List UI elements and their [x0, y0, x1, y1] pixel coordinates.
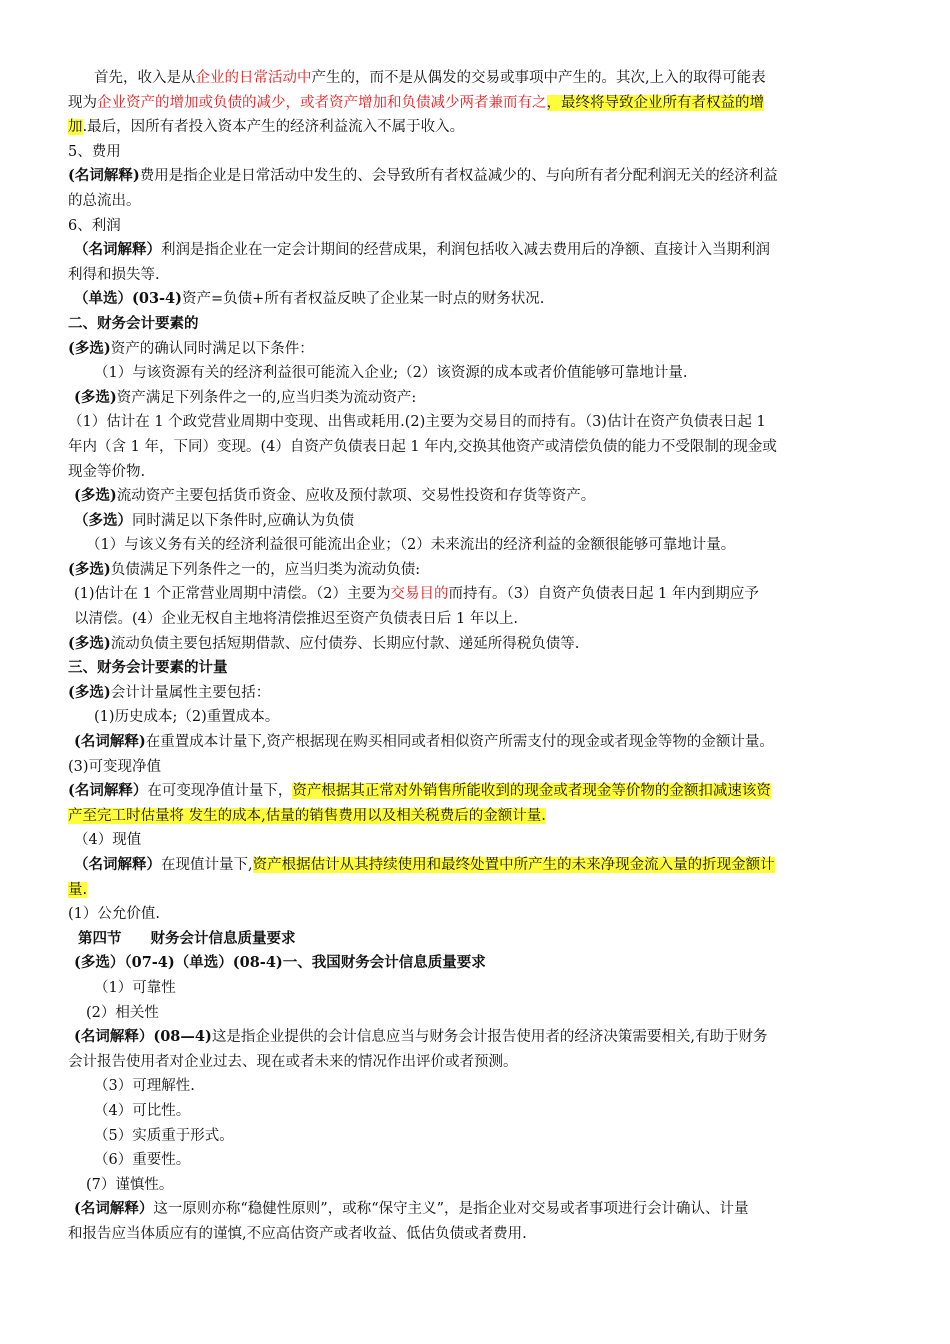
highlighted-text: 资产根据估计从其持续使用和最终处置中所产生的未来净现金流入量的折现金额计: [252, 857, 775, 873]
text-line: [68, 1124, 888, 1149]
text-segment: （6）重要性。: [94, 1152, 191, 1169]
label-term: (多选): [74, 388, 117, 406]
text-segment: 在可变现净值计量下，: [147, 783, 293, 800]
text-line: [68, 558, 888, 583]
label-term: (多选): [68, 683, 111, 701]
label-term: (多选): [74, 487, 117, 505]
label-term: (名词解释）: [74, 1200, 154, 1218]
highlighted-text: ，最终将导致企业所有者权益的增: [546, 94, 764, 111]
text-line: [68, 410, 888, 435]
text-segment: 产生的，而不是从偶发的交易或事项中产生的。其次,上入的取得可能表: [311, 70, 766, 86]
text-line: [68, 804, 888, 829]
text-line: [68, 164, 888, 189]
highlighted-text: 量.: [68, 881, 88, 898]
text-segment: 利得和损失等.: [68, 266, 160, 283]
text-segment: （5）实质重于形式。: [94, 1127, 234, 1144]
text-line: [68, 140, 888, 165]
text-segment: (1)历史成本;（2)重置成本。: [94, 709, 280, 726]
text-line: [68, 976, 888, 1001]
emphasis-text: 企业的日常活动中: [195, 70, 312, 86]
label-term: 第四节 财务会计信息质量要求: [78, 929, 296, 947]
label-term: (多选）（07-4)（单选）(08-4)一、我国财务会计信息质量要求: [74, 954, 486, 972]
text-segment: （1）估计在 1 个政党营业周期中变现、出售或耗用.(2)主要为交易目的而持有。（3)估计在资产负债表日起 1: [68, 414, 766, 431]
text-line: [68, 1222, 888, 1247]
text-line: [68, 607, 888, 632]
text-line: [68, 189, 888, 214]
text-segment: 在现值计量下,: [161, 857, 253, 873]
label-term: (名词解释): [68, 167, 140, 185]
highlighted-text: 资产根据其正常对外销售所能收到的现金或者现金等价物的金额扣减速该资: [292, 783, 771, 800]
highlighted-text: 产至完工时估量将 发生的成本,估量的销售费用以及相关税费后的金额计量.: [68, 807, 546, 824]
text-segment: 资产满足下列条件之一的,应当归类为流动资产:: [116, 389, 417, 406]
text-line: [68, 1001, 888, 1026]
text-line: [68, 582, 888, 607]
text-line: [68, 1074, 888, 1099]
text-segment: 年内（含 1 年，下同）变现。(4）自资产负债表日起 1 年内,交换其他资产或清偿负债的能力不受限制的现金或: [68, 438, 777, 455]
text-segment: 6、利润: [68, 217, 121, 234]
text-segment: .最后，因所有者投入资本产生的经济利益流入不属于收入。: [82, 119, 465, 136]
text-segment: 费用是指企业是日常活动中发生的、会导致所有者权益减少的、与向所有者分配利润无关的经济利益: [139, 168, 778, 185]
text-line: [68, 878, 888, 903]
text-line: [68, 312, 888, 337]
label-term: （名词解释）: [74, 856, 161, 873]
text-line: [68, 730, 888, 755]
text-line: [68, 214, 888, 239]
text-segment: 和报告应当体质应有的谨慎,不应高估资产或者收益、低估负债或者费用.: [68, 1225, 527, 1242]
text-line: [68, 115, 888, 140]
text-line: [68, 656, 888, 681]
text-line: [68, 238, 888, 263]
text-segment: （4）可比性。: [94, 1102, 191, 1119]
text-segment: 负债满足下列条件之一的，应当归类为流动负债:: [110, 561, 421, 578]
text-segment: 利润是指企业在一定会计期间的经营成果，利润包括收入减去费用后的净额、直接计入当期利润: [161, 242, 770, 259]
text-line: [68, 779, 888, 804]
text-line: [68, 1099, 888, 1124]
text-line: [68, 386, 888, 411]
text-line: [68, 66, 888, 91]
text-line: [68, 435, 888, 460]
label-term: 三、财务会计要素的计量: [68, 659, 228, 677]
text-line: [68, 632, 888, 657]
label-term: (名词解释): [74, 733, 146, 751]
label-term: （名词解释）: [74, 241, 161, 259]
text-line: [68, 460, 888, 485]
label-term: （多选）: [74, 511, 132, 529]
text-line: [68, 705, 888, 730]
text-line: [68, 1197, 888, 1222]
text-segment: 流动资产主要包括货币资金、应收及预付款项、交易性投资和存货等资产。: [116, 488, 596, 505]
text-line: [68, 681, 888, 706]
text-line: [68, 828, 888, 853]
text-segment: 会计计量属性主要包括：: [110, 684, 271, 701]
text-line: [68, 902, 888, 927]
text-segment: 现金等价物.: [68, 463, 146, 480]
text-segment: 以清偿。(4）企业无权自主地将清偿推迟至资产负债表日后 1 年以上.: [74, 611, 518, 628]
text-segment: （1）与该资源有关的经济利益很可能流入企业;（2）该资源的成本或者价值能够可靠地计量.: [94, 365, 688, 382]
text-line: [68, 287, 888, 312]
text-segment: 这一原则亦称“稳健性原则”，或称“保守主义”，是指企业对交易或者事项进行会计确认、计量: [153, 1201, 749, 1218]
label-term: (多选): [68, 339, 111, 357]
label-term: (名词解释）(08—4): [74, 1028, 212, 1046]
text-line: [68, 533, 888, 558]
label-term: （单选）(03-4): [74, 290, 183, 308]
text-line: [68, 1050, 888, 1075]
text-segment: (3)可变现净值: [68, 758, 162, 775]
text-line: [68, 755, 888, 780]
label-term: (多选): [68, 560, 111, 578]
text-segment: (1）公允价值.: [68, 906, 160, 923]
text-segment: （3）可理解性.: [94, 1078, 195, 1095]
text-line: [68, 951, 888, 976]
text-segment: 会计报告使用者对企业过去、现在或者未来的情况作出评价或者预测。: [68, 1053, 518, 1070]
text-line: [68, 853, 888, 878]
text-line: [68, 361, 888, 386]
text-segment: 而持有。（3）自资产负债表日起 1 年内到期应予: [448, 586, 759, 603]
text-segment: (7）谨慎性。: [86, 1176, 174, 1193]
text-segment: 资产=负债+所有者权益反映了企业某一时点的财务状况.: [182, 291, 545, 308]
label-term: 二、财务会计要素的: [68, 314, 199, 332]
text-segment: 首先，收入是从: [94, 70, 196, 86]
text-line: [68, 509, 888, 534]
text-segment: 资产的确认同时满足以下条件：: [110, 340, 314, 357]
emphasis-text: 交易目的: [390, 586, 449, 603]
text-segment: （1）与该义务有关的经济利益很可能流出企业；（2）未来流出的经济利益的金额很能够可靠地计量。: [86, 537, 736, 554]
highlighted-text: 加: [68, 119, 83, 136]
text-line: [68, 1173, 888, 1198]
text-segment: 5、费用: [68, 143, 121, 160]
text-segment: （1）可靠性: [94, 979, 176, 996]
emphasis-text: 企业资产的增加或负债的减少，或者资产增加和负债减少两者兼而有之: [97, 94, 547, 111]
text-line: [68, 927, 888, 952]
text-line: [68, 1025, 888, 1050]
text-segment: 的总流出。: [68, 192, 141, 209]
text-segment: 这是指企业提供的会计信息应当与财务会计报告使用者的经济决策需要相关,有助于财务: [211, 1029, 768, 1046]
text-segment: （4）现值: [74, 832, 142, 849]
text-line: [68, 1148, 888, 1173]
label-term: (名词解释）: [68, 782, 148, 800]
text-segment: 流动负债主要包括短期借款、应付债券、长期应付款、递延所得税负债等.: [110, 635, 580, 652]
text-segment: 同时满足以下条件时,应确认为负债: [132, 512, 355, 529]
text-line: [68, 337, 888, 362]
text-line: [68, 91, 888, 116]
text-segment: (2）相关性: [86, 1004, 159, 1021]
document-page: [68, 66, 888, 1247]
text-segment: (1)估计在 1 个正常营业周期中清偿。（2）主要为: [74, 586, 391, 603]
text-segment: 现为: [68, 94, 97, 111]
label-term: (多选): [68, 634, 111, 652]
text-line: [68, 484, 888, 509]
text-line: [68, 263, 888, 288]
text-segment: 在重置成本计量下,资产根据现在购买相同或者相似资产所需支付的现金或者现金等物的金额计量。: [145, 734, 774, 751]
